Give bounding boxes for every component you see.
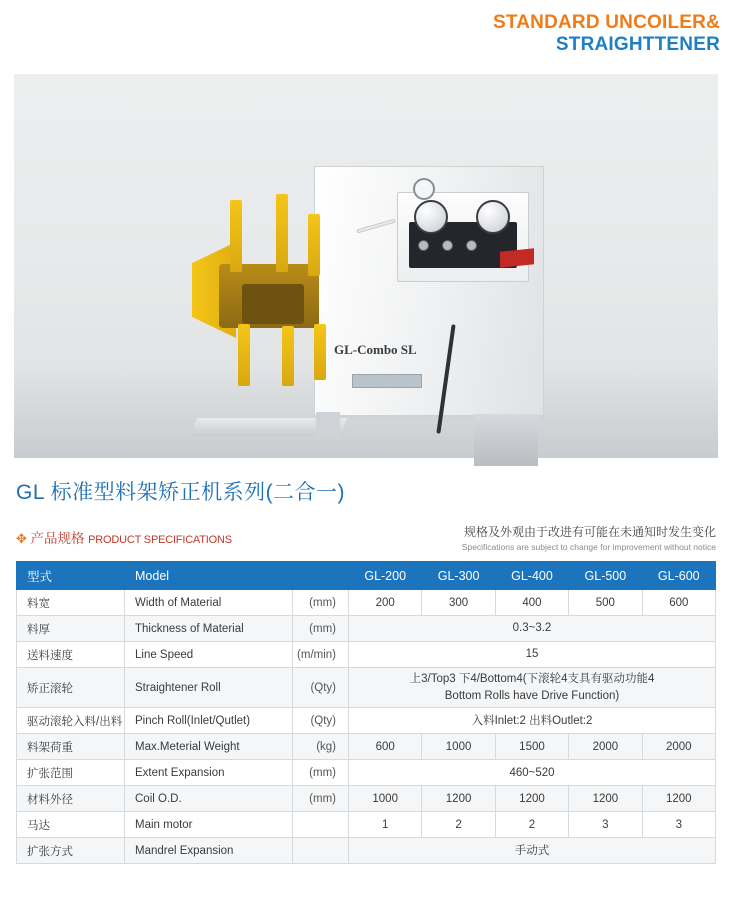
- cell-value: 2: [495, 812, 568, 838]
- spec-disclaimer: [462, 523, 716, 552]
- cell-label-cn: 扩张方式: [17, 838, 125, 864]
- panel-knob-3-icon: [466, 240, 477, 251]
- table-row: [17, 838, 716, 864]
- cell-value: 2000: [642, 734, 715, 760]
- adjust-dial-left-icon: [414, 200, 448, 234]
- cell-label-en: Thickness of Material: [125, 616, 293, 642]
- cell-value: 600: [349, 734, 422, 760]
- cell-value: 400: [495, 590, 568, 616]
- cell-unit: [293, 812, 349, 838]
- cell-value-merged: 上3/Top3 下4/Bottom4(下滚轮4支具有驱动功能4 Bottom Rolls have Drive Function): [349, 668, 716, 708]
- panel-knob-2-icon: [442, 240, 453, 251]
- machine-right-leg: [474, 414, 538, 466]
- table-row: [17, 642, 716, 668]
- cell-label-cn: 矫正滚轮: [17, 668, 125, 708]
- table-row: [17, 708, 716, 734]
- cell-value: 1: [349, 812, 422, 838]
- cell-unit: (mm): [293, 616, 349, 642]
- cell-value: 1200: [422, 786, 495, 812]
- cell-label-en: Mandrel Expansion: [125, 838, 293, 864]
- cell-label-en: Pinch Roll(Inlet/Qutlet): [125, 708, 293, 734]
- mandrel-arm-lower-3: [314, 324, 326, 380]
- cell-value: 2000: [569, 734, 642, 760]
- cell-unit: (m/min): [293, 642, 349, 668]
- spec-heading-cn: 产品规格: [30, 531, 85, 546]
- cell-label-cn: 料宽: [17, 590, 125, 616]
- table-row: [17, 786, 716, 812]
- coil-mandrel-core: [242, 284, 304, 324]
- cell-value-merged: 0.3~3.2: [349, 616, 716, 642]
- col-header-type-cn: 型式: [17, 562, 125, 590]
- cell-value: 1500: [495, 734, 568, 760]
- cell-value: 600: [642, 590, 715, 616]
- col-header-unit: [293, 562, 349, 590]
- page-header: [493, 12, 720, 57]
- table-row: [17, 590, 716, 616]
- col-header-gl-200: GL-200: [349, 562, 422, 590]
- cell-unit: (Qty): [293, 668, 349, 708]
- spec-heading-en: PRODUCT SPECIFICATIONS: [88, 534, 232, 546]
- cell-value: 3: [569, 812, 642, 838]
- cell-label-cn: 料厚: [17, 616, 125, 642]
- cell-label-cn: 马达: [17, 812, 125, 838]
- table-row: [17, 760, 716, 786]
- machine-left-leg: [316, 412, 340, 438]
- col-header-gl-400: GL-400: [495, 562, 568, 590]
- cell-label-cn: 扩张范围: [17, 760, 125, 786]
- cell-value: 2: [422, 812, 495, 838]
- cell-unit: (mm): [293, 786, 349, 812]
- mandrel-arm-lower-2: [282, 326, 294, 386]
- mandrel-arm-lower-1: [238, 324, 250, 386]
- cell-label-cn: 材料外径: [17, 786, 125, 812]
- cell-value: 200: [349, 590, 422, 616]
- table-row: [17, 734, 716, 760]
- specifications-table: [16, 561, 716, 864]
- adjust-dial-right-icon: [476, 200, 510, 234]
- col-header-gl-600: GL-600: [642, 562, 715, 590]
- header-title-line2: STRAIGHTTENER: [555, 34, 720, 56]
- col-header-model-en: Model: [125, 562, 293, 590]
- cell-unit: (mm): [293, 760, 349, 786]
- table-head: [17, 562, 716, 590]
- table-row: [17, 812, 716, 838]
- col-header-gl-300: GL-300: [422, 562, 495, 590]
- cell-label-en: Straightener Roll: [125, 668, 293, 708]
- cell-label-en: Coil O.D.: [125, 786, 293, 812]
- cell-label-en: Extent Expansion: [125, 760, 293, 786]
- cell-value: 1200: [642, 786, 715, 812]
- table-row: [17, 616, 716, 642]
- page-title: GL 标准型料架矫正机系列(二合一): [16, 481, 346, 504]
- spec-disclaimer-en: Specifications are subject to change for improvement without notice: [461, 542, 716, 552]
- table-header-row: [17, 562, 716, 590]
- cell-value: 1000: [422, 734, 495, 760]
- table-row: [17, 668, 716, 708]
- spec-disclaimer-cn: 规格及外观由于改进有可能在未通知时发生变化: [463, 525, 716, 539]
- cell-label-en: Main motor: [125, 812, 293, 838]
- cell-unit: (mm): [293, 590, 349, 616]
- machine-nameplate: [352, 374, 422, 388]
- cell-value: 1000: [349, 786, 422, 812]
- cell-value-merged: 入料Inlet:2 出料Outlet:2: [349, 708, 716, 734]
- mandrel-arm-upper-3: [308, 214, 320, 276]
- cell-label-en: Line Speed: [125, 642, 293, 668]
- cell-value: 1200: [569, 786, 642, 812]
- cell-label-en: Width of Material: [125, 590, 293, 616]
- cell-value: 1200: [495, 786, 568, 812]
- cell-unit: [293, 838, 349, 864]
- flower-bullet-icon: ✥: [16, 531, 27, 546]
- cell-value-merged: 手动式: [349, 838, 716, 864]
- cell-value: 500: [569, 590, 642, 616]
- panel-knob-1-icon: [418, 240, 429, 251]
- cell-label-cn: 送料速度: [17, 642, 125, 668]
- cell-label-en: Max.Meterial Weight: [125, 734, 293, 760]
- cell-value: 3: [642, 812, 715, 838]
- cell-value: 300: [422, 590, 495, 616]
- col-header-gl-500: GL-500: [569, 562, 642, 590]
- product-photo: [14, 74, 718, 458]
- mandrel-arm-upper-2: [276, 194, 288, 272]
- mandrel-arm-upper-1: [230, 200, 242, 272]
- table-body: [17, 590, 716, 864]
- cell-label-cn: 驱动滚轮入料/出料: [17, 708, 125, 734]
- pressure-gauge-icon: [413, 178, 435, 200]
- spec-heading: [16, 527, 232, 547]
- machine-model-label: GL-Combo SL: [334, 342, 417, 357]
- header-title-line1: STANDARD UNCOILER&: [492, 12, 720, 33]
- cell-value-merged: 460~520: [349, 760, 716, 786]
- cell-unit: (Qty): [293, 708, 349, 734]
- cell-unit: (kg): [293, 734, 349, 760]
- cell-label-cn: 料架荷重: [17, 734, 125, 760]
- cell-value-merged: 15: [349, 642, 716, 668]
